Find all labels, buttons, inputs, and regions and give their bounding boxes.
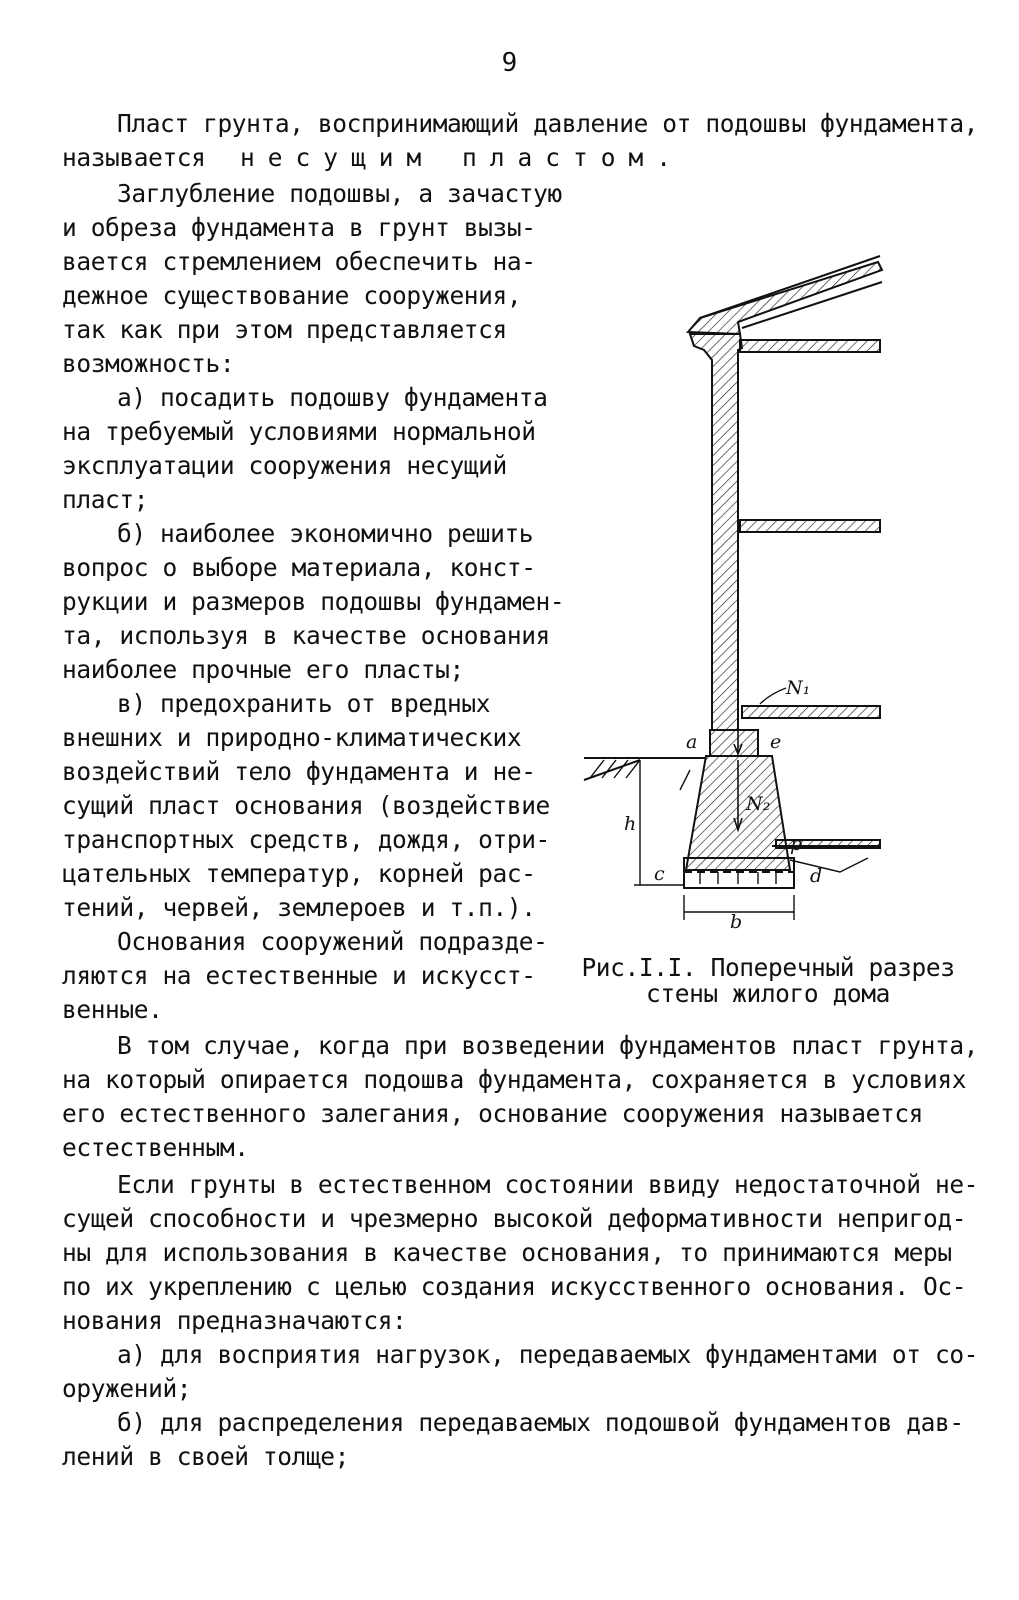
text-line: Основания сооружений подразде- [117,927,548,956]
text-line: транспортных средств, дождя, отри- [62,825,550,854]
text-line: воздействий тело фундамента и не- [62,757,536,786]
text-line: по их укреплению с целью создания искусственного основания. Ос- [62,1272,967,1301]
page-number: 9 [501,48,518,78]
text-line: Если грунты в естественном состоянии ввиду недостаточной не- [117,1170,979,1199]
caption-line-1: Рис.І.І. Поперечный разрез [581,953,955,982]
text-line: ны для использования в качестве основания, то принимаются меры [62,1238,952,1267]
text-line: вопрос о выборе материала, конст- [62,553,536,582]
caption-line-2: стены жилого дома [646,979,890,1008]
term-bearing-layer: несущим пластом. [240,143,685,172]
label-c: с [654,863,665,885]
text-line: эксплуатации сооружения несущий [62,451,507,480]
text-line: называется [62,143,206,172]
figure-caption [568,955,968,1007]
list-item-b: б) наиболее экономично решить [117,519,534,548]
label-d: d [810,865,823,887]
text-line: цательных температур, корней рас- [62,859,536,888]
text-line: так как при этом представляется [62,315,507,344]
text-line: возможность: [62,349,235,378]
label-p: р [790,833,803,855]
text-line: а) для восприятия нагрузок, передаваемых фундаментами от со- [117,1340,979,1369]
text-line: лений в своей толще; [62,1442,350,1471]
text-line: дежное существование сооружения, [62,281,522,310]
list-item-v: в) предохранить от вредных [117,689,491,718]
text-line: сущий пласт основания (воздействие [62,791,550,820]
text-line: на который опирается подошва фундамента, сохраняется в условиях [62,1065,967,1094]
text-line: наиболее прочные его пласты; [62,655,464,684]
label-n2: N₂ [746,793,771,815]
label-e: е [770,731,782,753]
text-line: его естественного залегания, основание сооружения называется [62,1099,924,1128]
text-line: венные. [62,995,163,1024]
label-b: b [730,911,743,933]
text-line: Пласт грунта, воспринимающий давление от подошвы фундамента, [117,109,979,138]
text-line: и обреза фундамента в грунт вызы- [62,213,536,242]
text-line: оружений; [62,1374,192,1403]
text-line: на требуемый условиями нормальной [62,417,536,446]
text-line: Заглубление подошвы, а зачастую [117,179,562,208]
text-line: В том случае, когда при возведении фундаментов пласт грунта, [117,1031,979,1060]
label-h: h [624,813,637,835]
label-n1: N₁ [786,677,811,699]
text-line: тений, червей, землероев и т.п.). [62,893,536,922]
text-line: та, используя в качестве основания [62,621,550,650]
text-line: нования предназначаются: [62,1306,407,1335]
text-line: внешних и природно-климатических [62,723,522,752]
text-line: б) для распределения передаваемых подошвой фундаментов дав- [117,1408,964,1437]
text-line: рукции и размеров подошвы фундамен- [62,587,565,616]
list-item-a: а) посадить подошву фундамента [117,383,548,412]
text-line: естественным. [62,1133,249,1162]
text-line: ляются на естественные и искусст- [62,961,536,990]
wall-section-figure [578,255,918,945]
text-line: пласт; [62,485,149,514]
text-line: вается стремлением обеспечить на- [62,247,536,276]
text-line: сущей способности и чрезмерно высокой деформативности непригод- [62,1204,967,1233]
label-a: а [686,731,698,753]
